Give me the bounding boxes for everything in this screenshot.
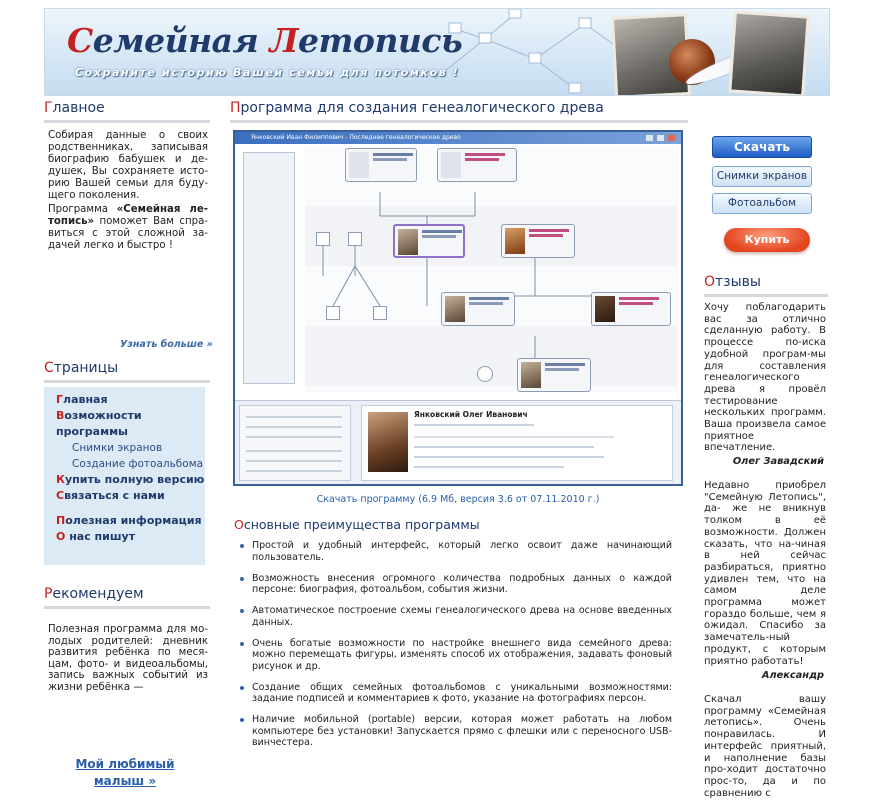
program-heading: Программа для создания генеалогического древа	[230, 100, 604, 116]
download-program-link[interactable]: Скачать программу (6.9 Мб, версия 3.6 от 07.11.2010 г.)	[316, 494, 600, 505]
close-icon	[667, 134, 676, 142]
learn-more-link[interactable]: Узнать больше »	[120, 339, 213, 350]
advantage-item: Возможность внесения огромного количества подробных данных о каждой персоне: биография, фотоальбом, события жизни.	[236, 573, 672, 596]
app-person-card	[361, 405, 673, 481]
app-titlebar: Янковский Иван Филиппович - Последнее генеалогическое древо	[235, 132, 681, 144]
nav-main[interactable]: Главная	[56, 393, 108, 406]
header-banner	[44, 8, 830, 96]
nav-buy[interactable]: Купить полную версию	[56, 473, 205, 486]
advantage-item: Очень богатые возможности по настройке внешнего вида семейного древа: можно перемещать фигуры, изменять способ их отображения, задавать фоновый рисунок и др.	[236, 638, 672, 673]
review-2: Недавно приобрел "Семейную Летопись", да- же не вникнув толком в её возможности. Должен сказать, что на-чиная в ней сейчас разбираться, приятно удивлен тем, что на самом деле программа может гораздо больше, чем я ожидал. Спасибо за замечатель-ный продукт, с которым приятно работать!	[704, 480, 826, 667]
tree-node-mother[interactable]	[501, 224, 575, 258]
advantages-heading: Основные преимущества программы	[234, 517, 480, 532]
app-toolbox	[243, 152, 295, 384]
tree-node-empty[interactable]	[316, 232, 330, 246]
intro-paragraph-2: Программа «Семейная ле-топись» поможет Вам спра-виться с этой сложной за-дачей легко и быстро !	[48, 204, 208, 251]
buy-button[interactable]: Купить	[724, 228, 810, 252]
intro-paragraph-1: Собирая данные о своих родственниках, записывая биографию бабушек и де-душек, Вы сохраняете исто-рию Вашей семьи для буду-щего поколения.	[48, 130, 208, 201]
tree-node-empty[interactable]	[477, 366, 493, 382]
divider	[44, 120, 210, 123]
app-details-panel	[235, 400, 681, 484]
advantage-item: Простой и удобный интерфейс, который легко освоит даже начинающий пользователь.	[236, 540, 672, 563]
minimize-icon	[645, 134, 654, 142]
pages-heading: Страницы	[44, 360, 119, 376]
person-photo	[368, 412, 408, 472]
my-baby-link[interactable]: Мой любимый малыш »	[75, 757, 175, 788]
divider	[230, 120, 688, 123]
reviews-heading: Отзывы	[704, 274, 761, 290]
review-1-author: Олег Завадский	[732, 456, 824, 467]
nav-useful-info[interactable]: Полезная информация	[56, 514, 202, 527]
advantage-item: Автоматическое построение схемы генеалогического древа на основе введенных данных.	[236, 605, 672, 628]
tree-node-father[interactable]	[393, 224, 465, 258]
tree-node-grandson[interactable]	[517, 358, 591, 392]
app-screenshot[interactable]	[233, 130, 683, 486]
screenshots-button[interactable]: Снимки экранов	[712, 166, 812, 187]
advantage-item: Создание общих семейных фотоальбомов с уникальными возможностями: задание подписей и комментариев к фото, указание на фотографиях персон.	[236, 682, 672, 705]
nav-gap	[56, 504, 205, 513]
tree-node-empty[interactable]	[326, 306, 340, 320]
tree-node-empty[interactable]	[373, 306, 387, 320]
tree-canvas	[305, 146, 677, 392]
tree-node-grandfather[interactable]	[345, 148, 417, 182]
advantages-list	[236, 540, 672, 758]
review-3: Скачал вашу программу «Семейная летопись». Очень понравилась. И интерфейс приятный, и наполнение базы про-ходит достаточно прос-то, да и по сравнению с	[704, 694, 826, 799]
page	[40, 6, 830, 800]
intro-text	[48, 130, 208, 252]
tree-node-son[interactable]	[441, 292, 515, 326]
nav-photo-album[interactable]: Создание фотоальбома	[72, 458, 204, 470]
photoalbum-button[interactable]: Фотоальбом	[712, 193, 812, 214]
tree-node-empty[interactable]	[348, 232, 362, 246]
divider	[44, 380, 210, 383]
person-name: Янковский Олег Иванович	[414, 410, 528, 419]
app-view-options	[239, 405, 351, 481]
tree-node-grandmother[interactable]	[437, 148, 517, 182]
tree-node-daughter[interactable]	[591, 292, 671, 326]
nav-screenshots[interactable]: Снимки экранов	[72, 442, 163, 454]
review-2-author: Александр	[761, 670, 824, 681]
site-title: Семейная Летопись	[67, 21, 463, 60]
nav-features[interactable]: Возможности программы	[56, 409, 142, 438]
nav-contact[interactable]: Связаться с нами	[56, 489, 165, 502]
divider	[704, 294, 828, 297]
main-heading: Главное	[44, 100, 105, 116]
maximize-icon	[656, 134, 665, 142]
divider	[44, 606, 210, 609]
recommend-heading: Рекомендуем	[44, 586, 144, 602]
download-button[interactable]: Скачать	[712, 136, 812, 158]
recommend-text: Полезная программа для мо-лодых родителей: дневник развития ребёнка по меся-цам, фото- и видеоальбомы, запись важных событий из жизни ребёнка —	[48, 624, 208, 693]
pages-nav	[44, 387, 205, 565]
review-1: Хочу поблагодарить вас за отлично сделанную работу. В процессе по-иска удобной програм-мы для составления генеалогического древа я провёл тестирование нескольких программ. Ваша произвела самое приятное впечатление.	[704, 302, 826, 454]
tree-lines	[305, 146, 677, 392]
advantage-item: Наличие мобильной (portable) версии, которая может работать на любом компьютере без установки! Запускается прямо с флешки или с переносного USB-винчестера.	[236, 714, 672, 749]
old-photo-2	[728, 10, 810, 96]
nav-about-us[interactable]: О нас пишут	[56, 530, 136, 543]
site-slogan: Сохраните историю Вашей семьи для потомков !	[75, 66, 460, 79]
